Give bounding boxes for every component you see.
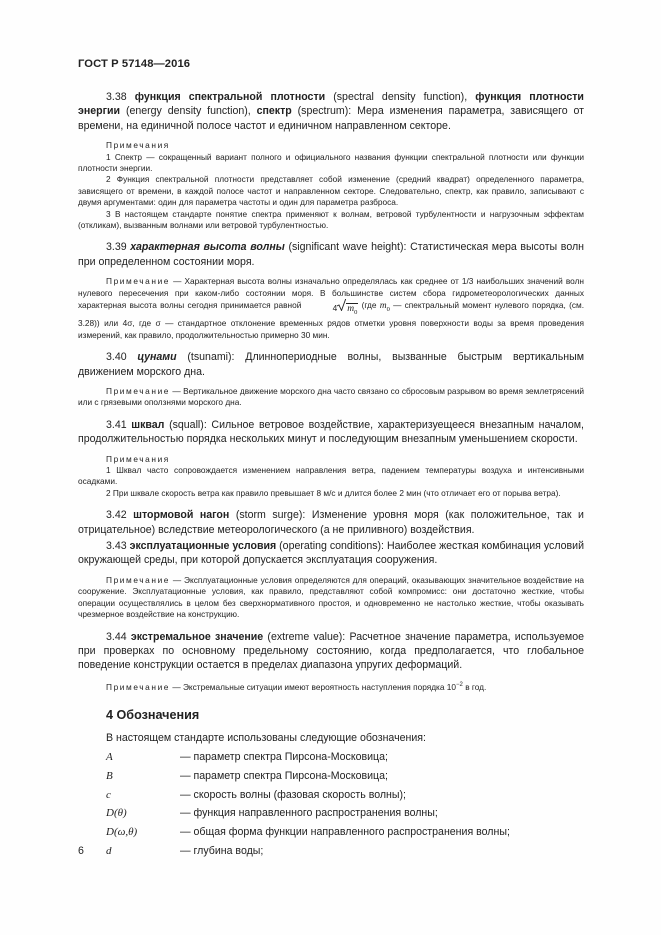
term-definition: Мера изменения параметра, зависящего от времени, на единичной полосе частот и единичном направленном секторе. <box>78 105 585 132</box>
symbol-row <box>78 750 584 764</box>
term-name: эксплуатационные условия <box>129 540 277 553</box>
symbol-description: — глубина воды; <box>180 844 264 857</box>
term-name: характерная высота волны <box>130 241 285 254</box>
term-3-43 <box>78 539 584 568</box>
term-english: (tsunami): <box>187 351 235 364</box>
note-text: — Характерная высота волны изначально определялась как среднее от 1/3 наибольших значений волн нулевого пересечения при каком-либо состоянии моря. В большинстве систем сбора гидрометеорологических данных характерная высота волны сегодня принимается равной <box>78 276 585 311</box>
section-4-intro: В настоящем стандарте использованы следующие обозначения: <box>106 731 426 744</box>
symbol: B <box>106 769 113 782</box>
term-number: 3.43 <box>106 540 127 553</box>
term-definition: Изменение уровня моря (как положительное, так и отрицательное) вследствие метеорологического (а не приливного) воздействия. <box>78 509 584 536</box>
sqrt-formula <box>305 299 359 318</box>
moment-subscript: 0 <box>386 305 390 313</box>
section-4-title: 4 Обозначения <box>106 707 200 722</box>
term-name: экстремальное значение <box>130 630 264 643</box>
term-english: (spectrum): <box>297 105 352 118</box>
symbol-row <box>78 844 584 858</box>
note-item: 1 Спектр — сокращенный вариант полного и официального названия функции спектральной плотности или функции плотности энергии. <box>78 151 584 174</box>
term-definition: Длиннопериодные волны, вызванные быстрым вертикальным движением морского дна. <box>78 351 584 378</box>
term-3-39 <box>78 240 584 269</box>
symbol: d <box>106 844 112 857</box>
term-name: штормовой нагон <box>133 509 230 522</box>
moment-symbol <box>380 301 390 311</box>
note-text: — Экстремальные ситуации имеют вероятность наступления порядка 10 <box>172 681 457 692</box>
note-item: 2 Функция спектральной плотности представляет собой изменение (средний квадрат) определенного параметра, зависящего от времени, в каждой полосе частот и направленном секторе. Следовательно, спектр, как правило, записывают с двумя аргументами: один для параметра частоты и один для параметра разброса. <box>78 174 584 208</box>
term-english: (significant wave height): <box>288 241 407 254</box>
term-english: (extreme value): <box>267 630 346 643</box>
term-name: функция спектральной плотности <box>134 91 326 103</box>
main-column <box>78 90 584 863</box>
formula-subscript: 0 <box>354 308 358 316</box>
symbol-row <box>78 806 584 820</box>
term-definition: Статистическая мера высоты волн при определенном состоянии моря. <box>78 241 585 268</box>
symbol-row <box>78 788 584 802</box>
radical-sign-icon <box>337 299 346 311</box>
symbol-row <box>78 825 584 839</box>
term-english: (energy density function), <box>125 105 251 118</box>
term-definition: Сильное ветровое воздействие, характеризуещееся внезапным началом, продолжительностью порядка нескольких минут и последующим внезапным уменьшением скорости. <box>78 418 584 446</box>
note-label: Примечание <box>106 681 171 692</box>
symbol: D(θ) <box>106 807 127 820</box>
formula-coefficient: 4 <box>332 303 338 314</box>
note-item: 1 Шквал часто сопровождается изменением направления ветра, падением температуры воздуха и интенсивными осадками. <box>78 465 584 487</box>
symbol-description: — параметр спектра Пирсона-Московица; <box>180 750 388 763</box>
page-number: 6 <box>78 845 84 857</box>
term-3-41 <box>78 418 584 447</box>
note-3-43 <box>78 575 584 621</box>
note-3-39 <box>78 276 584 341</box>
term-3-42 <box>78 508 584 537</box>
term-name: цунами <box>137 351 177 364</box>
note-text: (где <box>361 300 377 311</box>
symbol-description: — функция направленного распространения волны; <box>180 807 438 820</box>
term-3-40 <box>78 350 584 379</box>
term-definition: Расчетное значение параметра, используемое при проверках по основному предельному состоянию, когда предполагается, что глобальное поведение конструкции остается в пределах диапазона упругих деформаций. <box>78 630 584 672</box>
formula-radicand <box>346 303 358 314</box>
symbol: A <box>106 750 113 763</box>
symbol: D(ω,θ) <box>106 826 138 839</box>
note-text: — Вертикальное движение морского дна часто связано со сбросовым разрывом во время землетрясений или с грязевыми оползнями морского дна. <box>78 386 584 408</box>
moment-variable: m <box>379 301 387 312</box>
symbol-row <box>78 769 584 783</box>
symbol-description: — общая форма функции направленного распространения волны; <box>180 826 510 839</box>
note-text: в год. <box>465 681 487 692</box>
term-3-38 <box>78 90 584 133</box>
note-item: 2 При шквале скорость ветра как правило превышает 8 м/с и длится более 2 мин (что отличает его от порыва ветра). <box>106 487 561 498</box>
term-number: 3.38 <box>106 91 127 103</box>
term-number: 3.44 <box>106 630 127 643</box>
note-text: — спектральный момент нулевого порядка, (см. 3.28)) или 4σ, где σ — стандартное отклонение временных рядов отметки уровня поверхности воды за время проведения измерений, как правило, продолжительностью примерно 30 мин. <box>78 300 585 340</box>
term-name: функция плотности энергии <box>78 91 584 118</box>
standard-header: ГОСТ Р 57148—2016 <box>78 58 191 70</box>
term-definition: Наиболее жесткая комбинация условий окружающей среды, при которой допускается эксплуатация сооружения. <box>78 540 584 567</box>
term-english: (operating conditions): <box>279 540 384 553</box>
note-label: Примечание <box>106 386 171 397</box>
notes-title: Примечания <box>106 453 170 464</box>
term-number: 3.41 <box>106 418 127 431</box>
formula-variable: m <box>347 304 355 315</box>
symbol-description: — параметр спектра Пирсона-Московица; <box>180 769 388 782</box>
note-3-44 <box>78 680 584 693</box>
note-text: — Эксплуатационные условия определяются для операций, оказывающих значительное воздействие на сооружение. Эксплуатационные условия, как правило, представляют собой компромисс: они достаточно жесткие, чтобы операции осуществлялись в целом без сверхнормативного простоя, и одновременно не настолько жесткие, чтобы оказывать чрезмерное воздействие на конструкцию. <box>78 574 584 620</box>
note-item: 3 В настоящем стандарте понятие спектра применяют к волнам, ветровой турбулентности и нагрузочным эффектам (откликам), вызванным волнами или ветровой турбулентностью. <box>78 208 584 231</box>
term-3-44 <box>78 630 584 673</box>
term-name: шквал <box>131 418 165 431</box>
note-exponent: −2 <box>456 681 463 688</box>
term-name: спектр <box>256 105 292 118</box>
term-number: 3.42 <box>106 509 127 522</box>
term-english: (storm surge): <box>235 509 306 522</box>
symbol-description: — скорость волны (фазовая скорость волны); <box>180 788 406 801</box>
note-3-40 <box>78 386 584 409</box>
notes-title: Примечания <box>106 140 170 151</box>
symbol: c <box>106 788 111 801</box>
term-english: (squall): <box>169 418 207 431</box>
term-number: 3.40 <box>106 351 127 364</box>
note-label: Примечание <box>106 574 171 585</box>
term-english: (spectral density function), <box>333 91 468 103</box>
term-number: 3.39 <box>106 241 127 254</box>
note-label: Примечание <box>106 276 171 287</box>
